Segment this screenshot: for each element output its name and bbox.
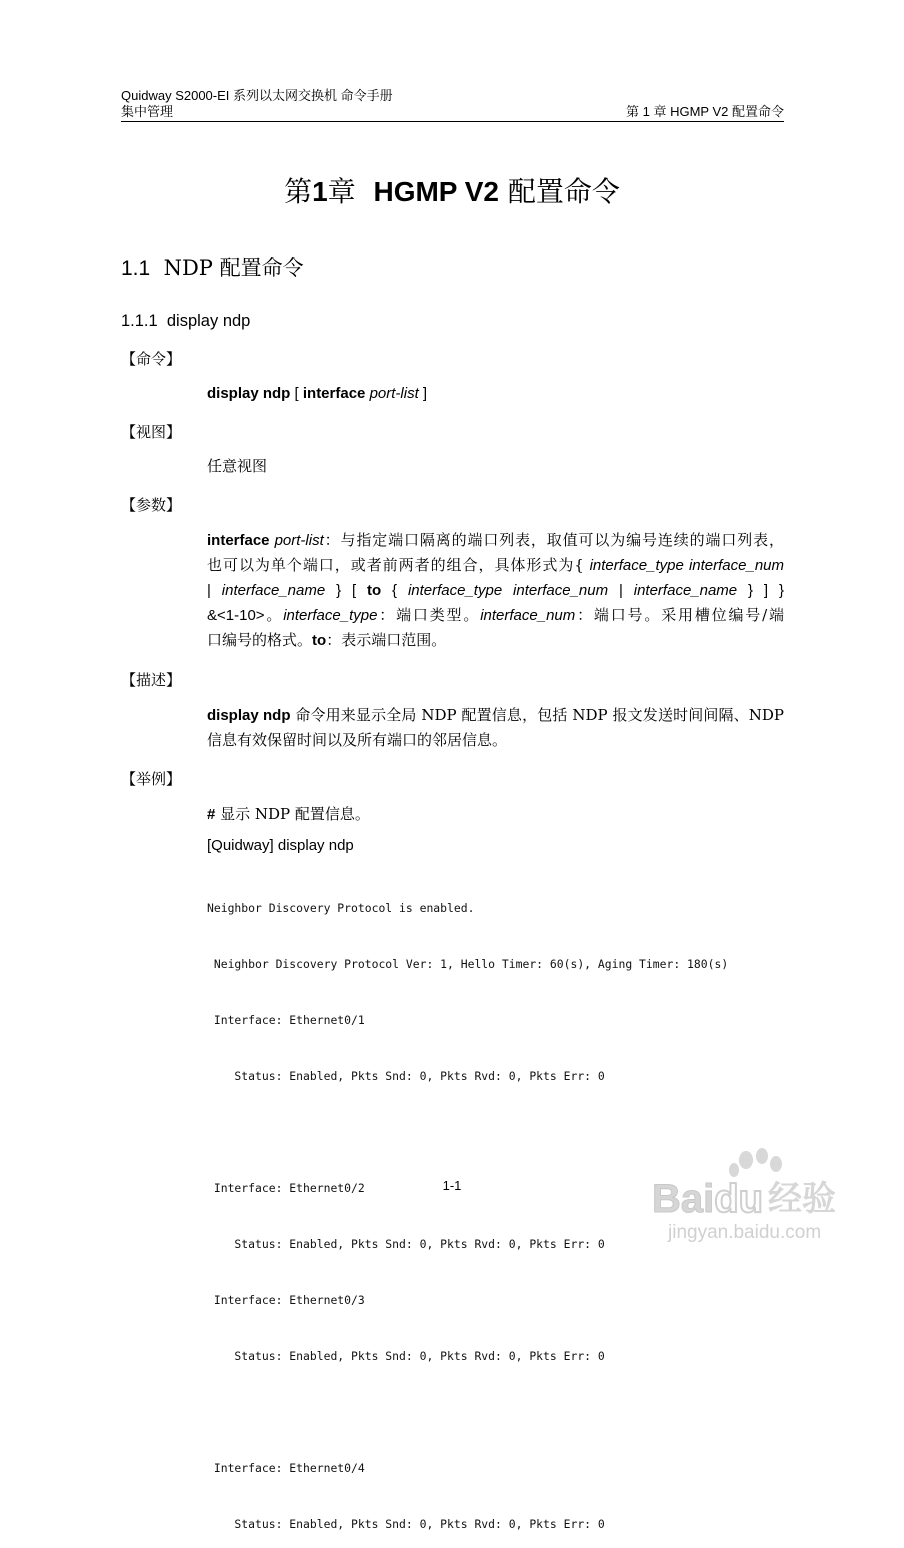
svg-text:Baidu: Baidu: [652, 1177, 764, 1221]
output-line: Interface: Ethernet0/4: [207, 1461, 365, 1475]
svg-text:jingyan.baidu.com: jingyan.baidu.com: [668, 1222, 822, 1243]
label-command: 【命令】: [121, 350, 182, 368]
label-params: 【参数】: [121, 496, 182, 514]
header-chapter: 第 1 章 HGMP V2 配置命令: [626, 104, 784, 119]
header-rule: [121, 121, 784, 122]
label-view: 【视图】: [121, 423, 182, 441]
params-line: | interface_name } [ to { interface_type interface_num | interface_name } ] }: [207, 582, 784, 599]
svg-text:经验: 经验: [768, 1179, 836, 1219]
paw-logo-icon: [646, 1146, 846, 1246]
header-subtitle: 集中管理: [121, 104, 174, 119]
example-prompt: [Quidway] display ndp: [207, 837, 354, 854]
output-line: Neighbor Discovery Protocol is enabled.: [207, 901, 475, 915]
output-line: Interface: Ethernet0/2: [207, 1181, 365, 1195]
chapter-title: 第1章 HGMP V2 配置命令: [284, 175, 620, 208]
label-example: 【举例】: [121, 770, 182, 788]
section-heading: 1.1 NDP 配置命令: [121, 256, 304, 280]
subsection-heading: 1.1.1 display ndp: [121, 312, 251, 330]
output-line: [207, 1124, 728, 1140]
description-text: [207, 703, 784, 752]
output-line: Status: Enabled, Pkts Snd: 0, Pkts Rvd: 0, Pkts Err: 0: [207, 1069, 605, 1083]
output-line: Status: Enabled, Pkts Snd: 0, Pkts Rvd: 0, Pkts Err: 0: [207, 1349, 605, 1363]
output-line: [207, 1404, 728, 1420]
page-number: 1-1: [442, 1178, 462, 1193]
header-title: Quidway S2000-EI 系列以太网交换机 命令手册: [121, 88, 393, 103]
params-line: interface port-list：与指定端口隔离的端口列表，取值可以为编号连续的端口列表，: [207, 531, 784, 549]
params-line: &<1-10>。interface_type：端口类型。interface_num：端口号。采用槽位编号/端: [207, 606, 785, 624]
example-comment: # 显示 NDP 配置信息。: [207, 805, 370, 823]
params-text: [207, 528, 784, 653]
command-syntax: display ndp [ interface port-list ]: [207, 385, 428, 402]
label-description: 【描述】: [121, 671, 182, 689]
output-line: Neighbor Discovery Protocol Ver: 1, Hello Timer: 60(s), Aging Timer: 180(s): [207, 957, 729, 971]
params-line: 也可以为单个端口，或者前两者的组合，具体形式为{ interface_type interface_num: [207, 556, 784, 574]
output-line: Status: Enabled, Pkts Snd: 0, Pkts Rvd: 0, Pkts Err: 0: [207, 1237, 605, 1251]
output-line: Interface: Ethernet0/3: [207, 1293, 365, 1307]
description-line: display ndp 命令用来显示全局 NDP 配置信息，包括 NDP 报文发送时间间隔、NDP: [207, 706, 785, 724]
baidu-jingyan-watermark: [646, 1146, 846, 1246]
output-line: Interface: Ethernet0/1: [207, 1013, 365, 1027]
view-text: 任意视图: [207, 457, 268, 475]
output-line: Status: Enabled, Pkts Snd: 0, Pkts Rvd: 0, Pkts Err: 0: [207, 1517, 605, 1531]
params-line: 口编号的格式。to：表示端口范围。: [207, 631, 447, 649]
description-line: 信息有效保留时间以及所有端口的邻居信息。: [207, 731, 508, 749]
